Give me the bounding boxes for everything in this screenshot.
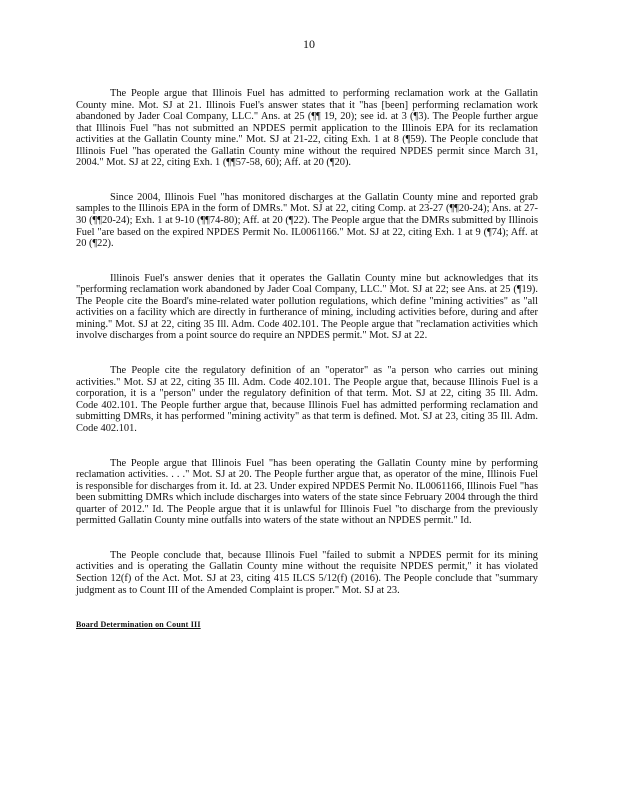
paragraph-operator-responsibility: The People argue that Illinois Fuel "has been operating the Gallatin County mine by performing reclamation activities. . . ." Mot. SJ at 20. The People further argue that, as operator of the mine, Illinois Fuel is responsible for discharges from it. Id. at 23. Under expired NPDES Permit No. IL0061166, Illinois Fuel "has been submitting DMRs which include discharges into waters of the state since February 2004 through the third quarter of 2012." Id. The People argue that it is unlawful for Illinois Fuel "to discharge from the previously permitted Gallatin County mine outfalls into waters of the state without an NPDES permit." Id. (76, 457, 538, 527)
section-heading: Board Determination on Count III (76, 620, 201, 630)
paragraph-dmr-monitoring: Since 2004, Illinois Fuel "has monitored discharges at the Gallatin County mine and reported grab samples to the Illinois EPA in the form of DMRs." Mot. SJ at 22, citing Comp. at 23-27 (¶¶20-24); Ans. at 27-30 (¶¶20-24); Exh. 1 at 9-10 (¶¶74-80); Aff. at 20 (¶22). The People argue that the DMRs submitted by Illinois Fuel "are based on the expired NPDES Permit No. IL0061166." Mot. SJ at 22, citing Exh. 1 at 9 (¶74); Aff. at 20 (¶22). (76, 191, 538, 250)
paragraph-operator-definition: The People cite the regulatory definition of an "operator" as "a person who carries out mining activities." Mot. SJ at 22, citing 35 Ill. Adm. Code 402.101. The People argue that, because Illinois Fuel is a corporation, it is a "person" under the regulatory definition of that term. Mot. SJ at 22, citing 35 Ill. Adm. Code 402.101. The People further argue that, because Illinois Fuel has admitted performing reclamation and submitting DMRs, it has performed "mining activity" as that term is defined. Mot. SJ at 23, citing 35 Ill. Adm. Code 402.101. (76, 365, 538, 434)
paragraph-people-conclusion: The People conclude that, because Illinois Fuel "failed to submit a NPDES permit for its mining activities and is operating the Gallatin County mine without the requisite NPDES permit," it has violated Section 12(f) of the Act. Mot. SJ at 23, citing 415 ILCS 5/12(f) (2016). The People conclude that "summary judgment as to Count III of the Amended Complaint is proper." Mot. SJ at 23. (76, 549, 538, 596)
paragraph-illinois-fuel-admission: The People argue that Illinois Fuel has admitted to performing reclamation work at the Gallatin County mine. Mot. SJ at 21. Illinois Fuel's answer states that it "has [been] performing reclamation work abandoned by Jader Coal Company, LLC." Ans. at 25 (¶¶ 19, 20); see id. at 3 (¶3). The People further argue that Illinois Fuel "has not submitted an NPDES permit application to the Illinois EPA for its reclamation activities at the Gallatin County mine." Mot. SJ at 21-22, citing Exh. 1 at 8 (¶59). The People conclude that Illinois Fuel "has operated the Gallatin County mine without the required NPDES permit since March 31, 2004." Mot. SJ at 22, citing Exh. 1 (¶¶57-58, 60); Aff. at 20 (¶20). (76, 88, 538, 169)
document-body (76, 88, 538, 631)
paragraph-mining-activities-definition: Illinois Fuel's answer denies that it operates the Gallatin County mine but acknowledges that its "performing reclamation work abandoned by Jader Coal Company, LLC." Mot. SJ at 22; see Ans. at 25 (¶19). The People cite the Board's mine-related water pollution regulations, which define "mining activities" as "all activities on a facility which are directly in furtherance of mining, including activities before, during and after mining." Mot. SJ at 22, citing 35 Ill. Adm. Code 402.101. The People argue that "reclamation activities which involve discharges from a point source do require an NPDES permit." Mot. SJ at 22. (76, 272, 538, 342)
page-number: 10 (303, 37, 315, 51)
